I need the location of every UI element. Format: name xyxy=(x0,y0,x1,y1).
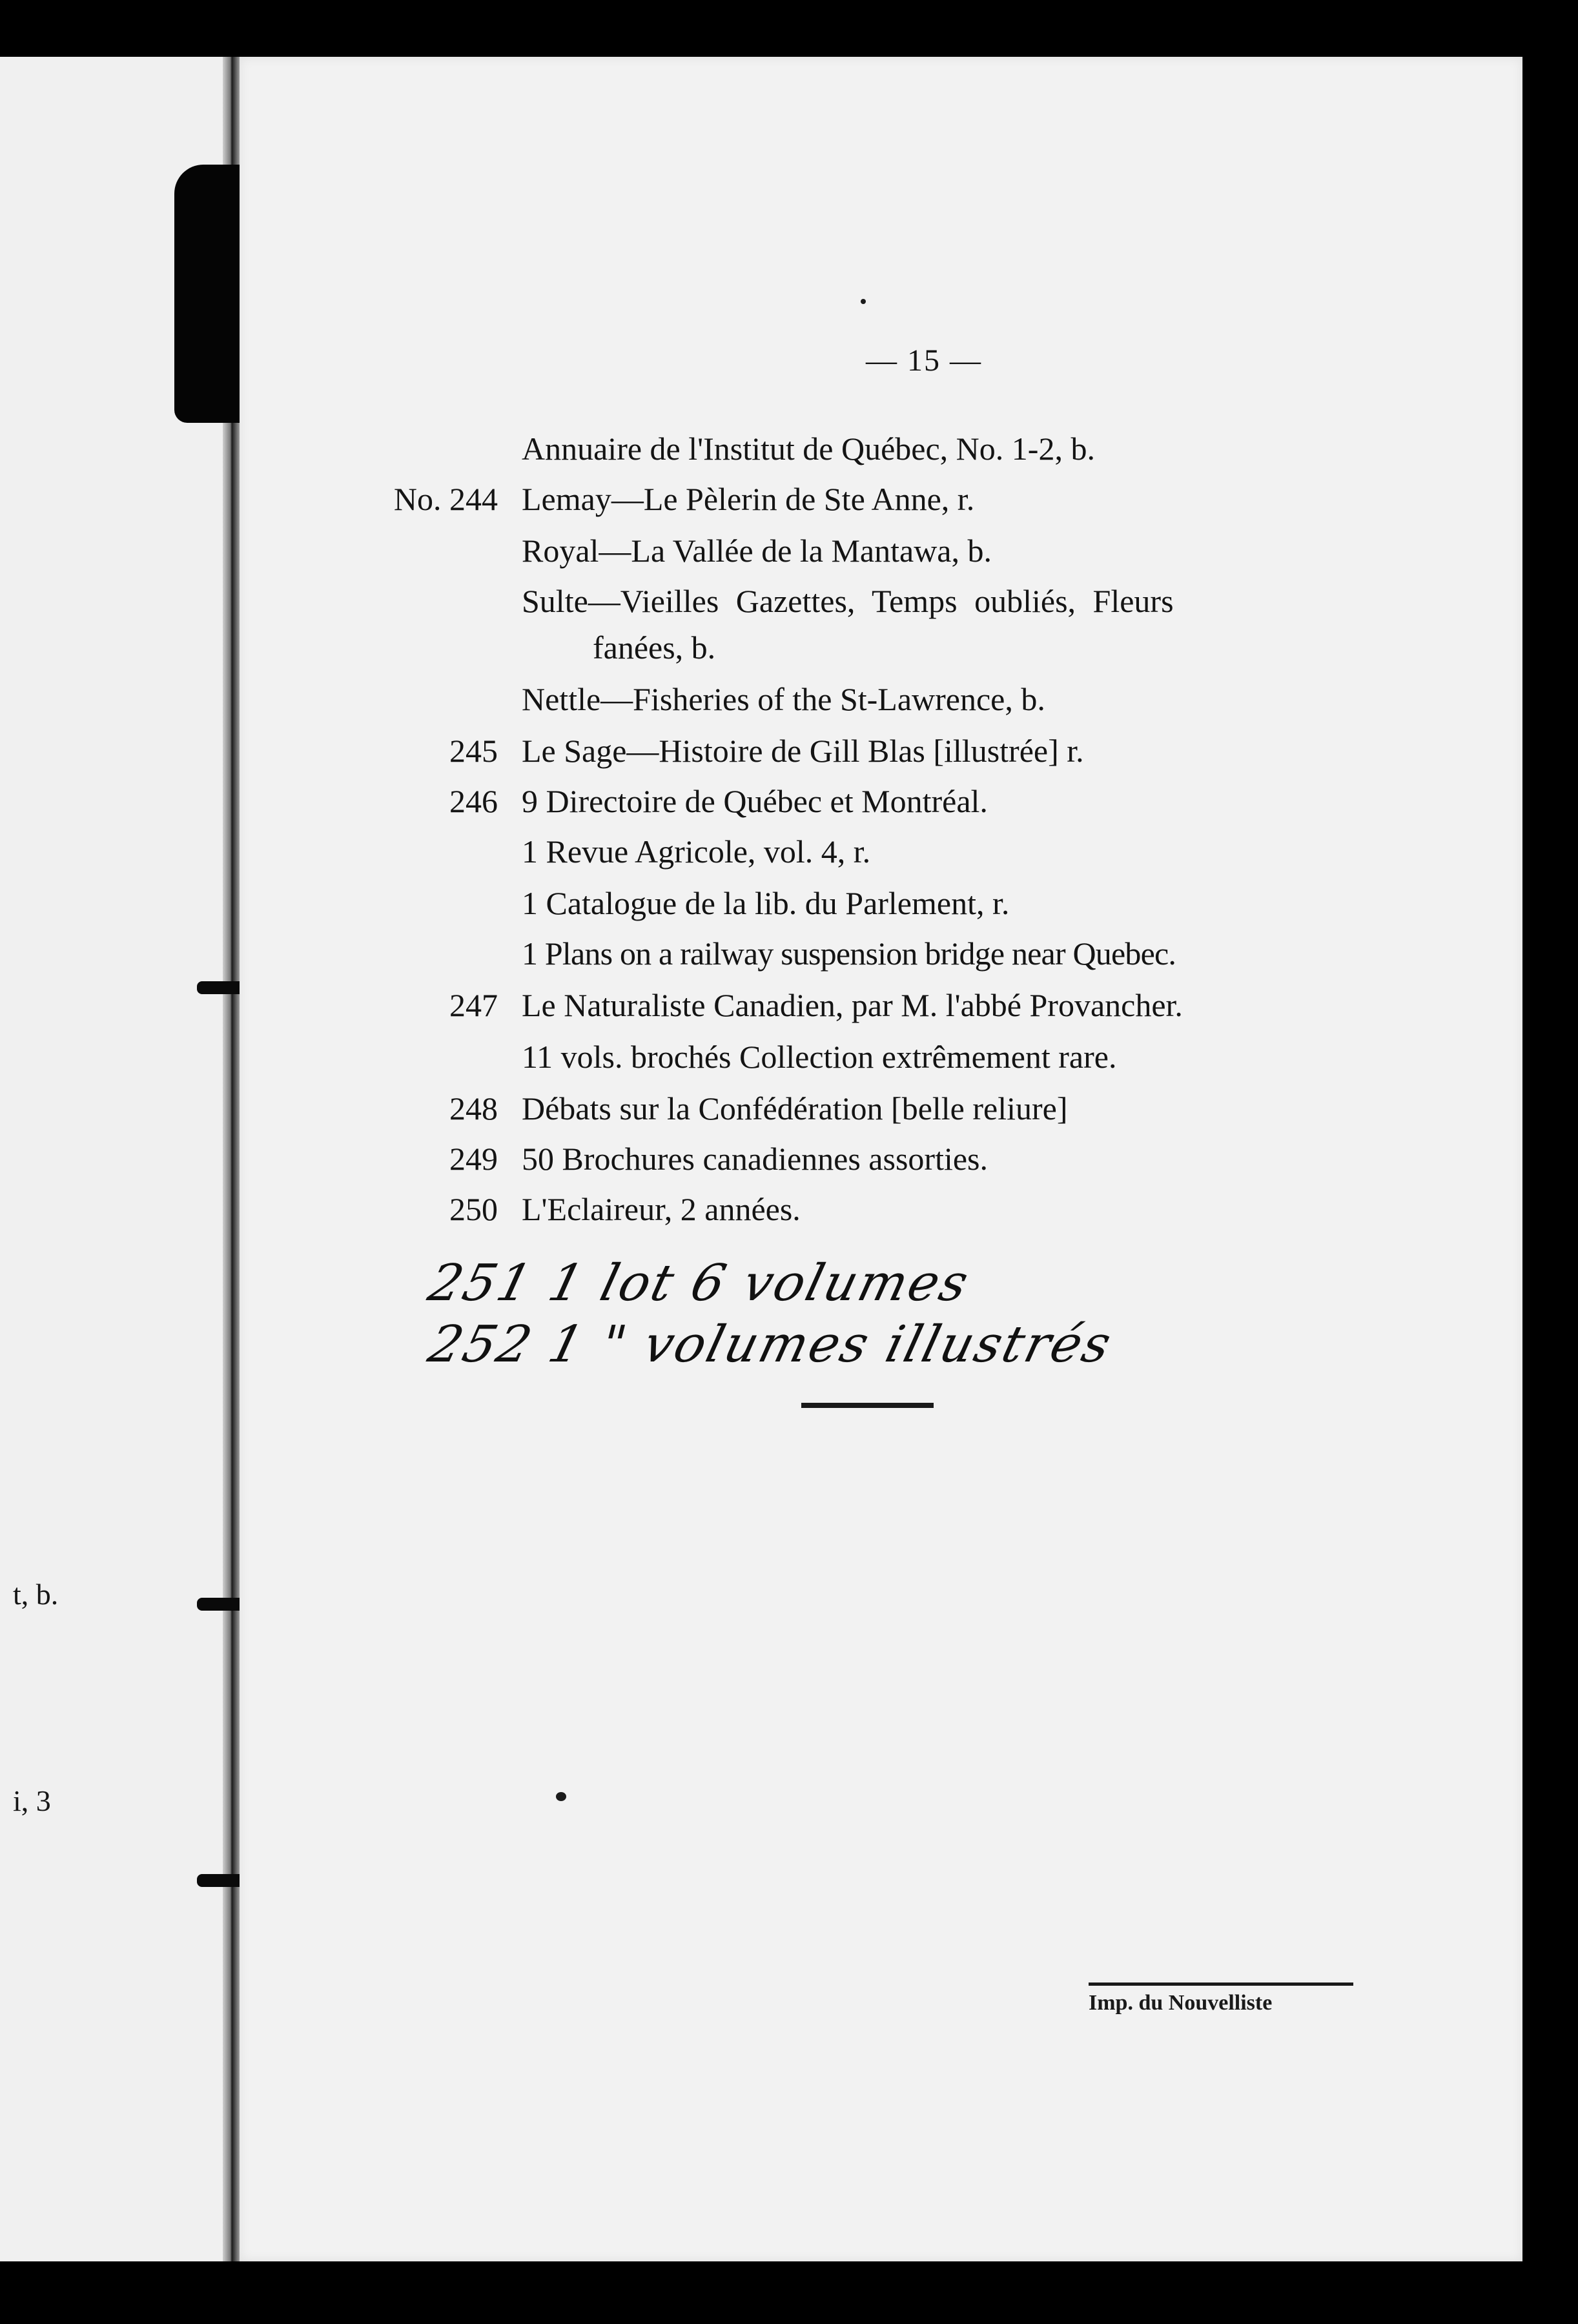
left-page-fragment: t, b. xyxy=(13,1578,59,1611)
document-page xyxy=(240,57,1522,2261)
lot-number: 249 xyxy=(449,1141,498,1177)
lot-number: 245 xyxy=(449,733,498,769)
lot-description: 1 Revue Agricole, vol. 4, r. xyxy=(522,833,871,870)
lot-description: Nettle—Fisheries of the St-Lawrence, b. xyxy=(522,681,1045,717)
lot-description: L'Eclaireur, 2 années. xyxy=(522,1191,801,1227)
section-rule xyxy=(801,1403,934,1408)
lot-description: Le Sage—Histoire de Gill Blas [illustrée] r. xyxy=(522,733,1084,769)
handwritten-entry: 252 1 " volumes illustrés xyxy=(422,1316,1119,1374)
lot-description: Lemay—Le Pèlerin de Ste Anne, r. xyxy=(522,481,975,517)
ink-speck xyxy=(861,299,866,304)
lot-description: fanées, b. xyxy=(593,629,716,666)
lot-number: 250 xyxy=(449,1191,498,1227)
lot-description: Débats sur la Confédération [belle reliure] xyxy=(522,1090,1068,1126)
lot-number: 246 xyxy=(449,783,498,819)
lot-description: Annuaire de l'Institut de Québec, No. 1-2, b. xyxy=(522,431,1095,467)
ink-speck xyxy=(556,1792,566,1801)
handwritten-entry: 251 1 lot 6 volumes xyxy=(422,1254,976,1312)
printer-imprint: Imp. du Nouvelliste xyxy=(1089,1991,1273,2015)
lot-description: 50 Brochures canadiennes assorties. xyxy=(522,1141,988,1177)
lot-description: 1 Catalogue de la lib. du Parlement, r. xyxy=(522,885,1010,921)
lot-description: 11 vols. brochés Collection extrêmement rare. xyxy=(522,1039,1117,1075)
lot-description: Royal—La Vallée de la Mantawa, b. xyxy=(522,533,992,569)
lot-number: No. 244 xyxy=(393,481,498,517)
lot-description: Le Naturaliste Canadien, par M. l'abbé Provancher. xyxy=(522,987,1183,1023)
lot-number: 248 xyxy=(449,1090,498,1126)
lot-description: 9 Directoire de Québec et Montréal. xyxy=(522,783,988,819)
left-page-fragment: i, 3 xyxy=(13,1784,51,1817)
lot-number: 247 xyxy=(449,987,498,1023)
lot-description: 1 Plans on a railway suspension bridge near Quebec. xyxy=(522,935,1176,972)
imprint-rule xyxy=(1089,1983,1353,1986)
lot-description: Sulte—Vieilles Gazettes, Temps oubliés, Fleurs xyxy=(522,583,1174,619)
page-number: — 15 — xyxy=(866,343,982,378)
